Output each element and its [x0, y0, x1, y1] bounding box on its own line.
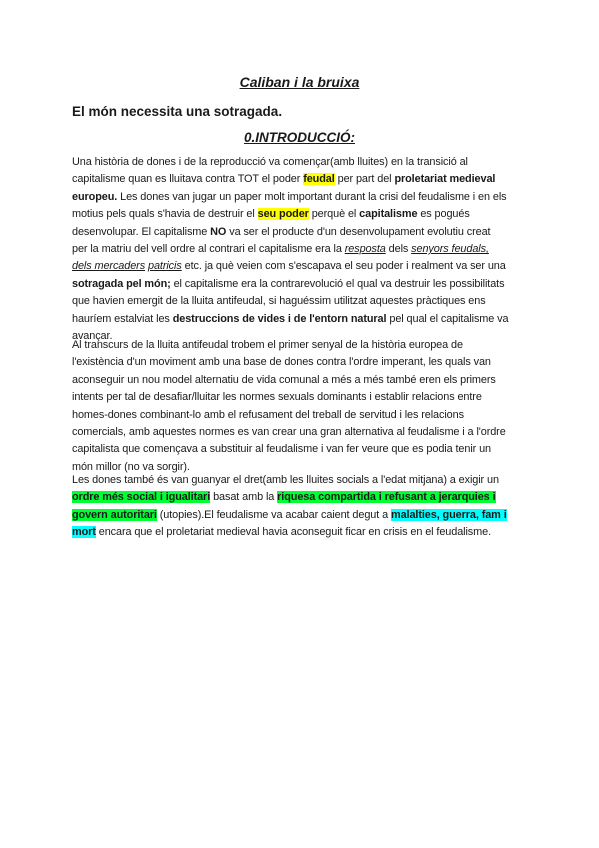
text: etc. ja què veien com s'escapava el seu poder i realment va ser una: [181, 260, 506, 273]
document-subtitle: El món necessita una sotragada.: [72, 104, 283, 119]
text-line: [72, 293, 524, 310]
text-line: [72, 441, 524, 458]
text: avançar.: [72, 329, 113, 342]
text-line: [72, 311, 524, 328]
highlight-green: ordre més social i igualitari: [72, 491, 211, 504]
text: va ser el producte d'un desenvolupament evolutiu creat: [226, 225, 491, 238]
text: perquè el: [308, 208, 360, 221]
text-line: [72, 224, 524, 241]
text-line: [72, 171, 524, 188]
text: l'existència d'un moviment amb una base de dones contra l'ordre imperant, les quals van: [72, 356, 491, 369]
text-line: [72, 354, 524, 371]
document-title: Caliban i la bruixa: [239, 74, 360, 90]
text: es pogués: [417, 208, 470, 221]
text-line: [72, 241, 524, 258]
text: capitalista que començava a substituir al feudalisme i van fer veure que es podia tenir un: [72, 443, 492, 456]
text-line: [72, 189, 524, 206]
text: encara que el proletariat medieval havia aconseguit ficar en crisis en el feudalisme.: [95, 526, 491, 539]
text: Les dones van jugar un paper molt important durant la crisi del feudalisme i en els: [117, 190, 507, 203]
paragraph-2: [72, 337, 524, 476]
highlight-cyan: mort: [72, 526, 96, 539]
highlight-yellow: feudal: [303, 173, 335, 186]
text: hauríem estalviat les: [72, 312, 173, 325]
text: aconseguir un nou model alternatiu de vida comunal a més a més també eren els primers: [72, 373, 496, 386]
text-line: [72, 206, 524, 223]
text: Una història de dones i de la reproducció va començar(amb lluites) en la transició al: [72, 156, 468, 168]
bold-text: sotragada pel món;: [72, 277, 171, 290]
text: homes-dones combinant-lo amb el refusament del treball de servitud i les relacions: [72, 408, 464, 421]
text: (utopies).El feudalisme va acabar caient degut a: [156, 508, 391, 521]
text: basat amb la: [210, 491, 278, 504]
text: comercials, amb aquestes normes es van crear una gran alternativa al feudalisme i a l'ordre: [72, 425, 506, 438]
highlight-cyan: malalties, guerra, fam i: [390, 508, 507, 521]
text: per part del: [334, 173, 395, 186]
text-line: [72, 372, 524, 389]
bold-text: capitalisme: [359, 208, 418, 221]
text-line: [72, 389, 524, 406]
highlight-yellow: seu poder: [257, 208, 309, 221]
text-line: [72, 258, 524, 275]
text: el capitalisme era la contrarevolució el qual va destruir les possibilitats: [170, 277, 505, 290]
text-line: [72, 524, 524, 541]
text-line: [72, 407, 524, 424]
text: món millor (no va sorgir).: [72, 460, 190, 473]
paragraph-1: [72, 154, 524, 345]
bold-text: europeu.: [72, 190, 118, 203]
text: desenvolupar. El capitalisme: [72, 225, 211, 238]
italic-underlined-text: dels mercaders: [72, 260, 146, 273]
text-line: [72, 424, 524, 441]
bold-text: proletariat medieval: [394, 173, 496, 186]
text: Les dones també és van guanyar el dret(amb les lluites socials a l'edat mitjana) a exigir un: [72, 474, 499, 486]
text: dels: [385, 242, 412, 255]
text: pel qual el capitalisme va: [386, 312, 509, 325]
section-heading: 0.INTRODUCCIÓ:: [244, 130, 355, 145]
text-line: [72, 489, 524, 506]
text: per la matriu del vell ordre al contrari el capitalisme era la: [72, 242, 345, 255]
text: Al transcurs de la lluita antifeudal trobem el primer senyal de la història europea de: [72, 339, 463, 351]
italic-underlined-text: patricis: [148, 260, 182, 273]
text: capitalisme quan es lluitava contra TOT el poder: [72, 173, 304, 186]
bold-text: destruccions de vides i de l'entorn natural: [172, 312, 387, 325]
text: intents per tal de desafiar/lluitar les normes sexuals dominants i establir relacions entre: [72, 391, 482, 404]
highlight-green: govern autoritari: [72, 508, 157, 521]
text-line: [72, 337, 524, 354]
text-line: [72, 472, 524, 489]
paragraph-3: [72, 472, 524, 542]
italic-underlined-text: senyors feudals,: [411, 242, 489, 255]
text-line: [72, 154, 524, 171]
text-line: [72, 276, 524, 293]
text-line: [72, 507, 524, 524]
italic-underlined-text: resposta: [344, 242, 386, 255]
highlight-green: riquesa compartida i refusant a jerarquies i: [277, 491, 496, 504]
text: que havien emergit de la lluita antifeudal, si haguéssim utilitzat aquestes pràctiques ens: [72, 295, 486, 308]
bold-text: NO: [210, 225, 227, 238]
text: motius pels quals s'havia de destruir el: [72, 208, 258, 221]
